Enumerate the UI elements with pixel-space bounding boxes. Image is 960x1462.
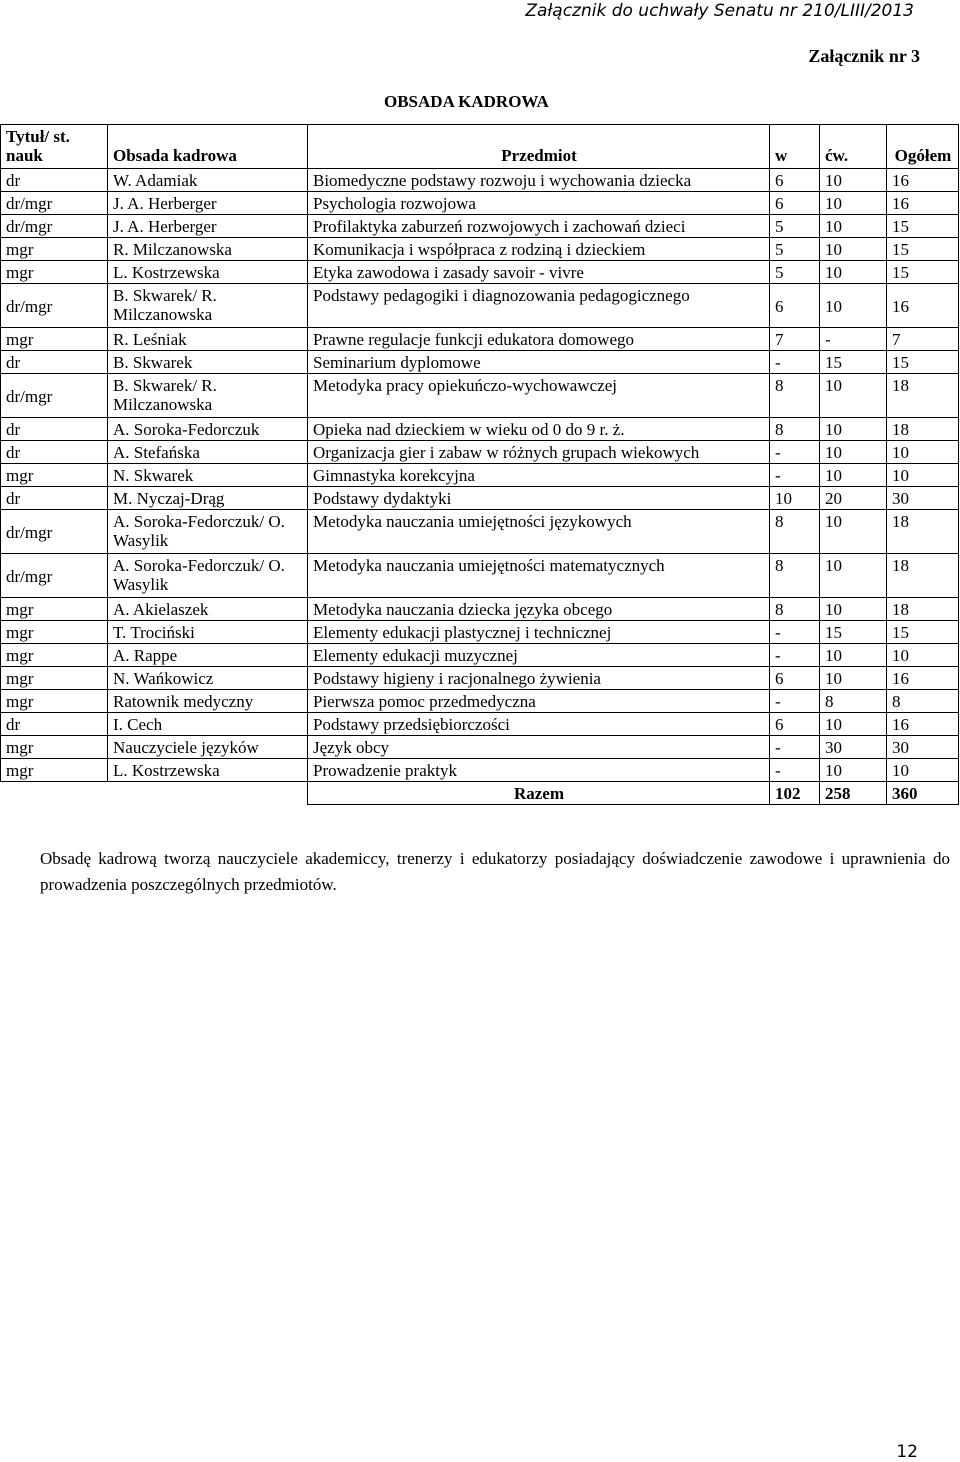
table-row: [1, 169, 959, 192]
cell-w: 6: [770, 192, 820, 215]
cell-obsada: N. Wańkowicz: [108, 667, 308, 690]
cell-tytul: dr/mgr: [1, 510, 108, 554]
cell-tytul: dr: [1, 351, 108, 374]
cell-w: -: [770, 351, 820, 374]
cell-przedmiot: Prawne regulacje funkcji edukatora domowego: [308, 328, 770, 351]
cell-przedmiot: Pierwsza pomoc przedmedyczna: [308, 690, 770, 713]
header-tytul: Tytuł/ st. nauk: [1, 125, 108, 169]
cell-tytul: mgr: [1, 736, 108, 759]
cell-w: 5: [770, 238, 820, 261]
total-blank: [1, 782, 308, 805]
table-row: [1, 621, 959, 644]
cell-cw: 10: [820, 215, 887, 238]
table-row: [1, 261, 959, 284]
cell-tytul: mgr: [1, 759, 108, 782]
cell-cw: 15: [820, 621, 887, 644]
cell-tytul: mgr: [1, 464, 108, 487]
cell-obsada: A. Soroka-Fedorczuk/ O. Wasylik: [108, 510, 308, 554]
cell-przedmiot: Język obcy: [308, 736, 770, 759]
cell-przedmiot: Elementy edukacji plastycznej i technicznej: [308, 621, 770, 644]
cell-przedmiot: Podstawy dydaktyki: [308, 487, 770, 510]
cell-ogolem: 16: [887, 284, 959, 328]
table-row: [1, 759, 959, 782]
table-row: [1, 441, 959, 464]
table-row: [1, 238, 959, 261]
cell-w: 8: [770, 598, 820, 621]
cell-w: -: [770, 644, 820, 667]
cell-obsada: I. Cech: [108, 713, 308, 736]
cell-tytul: dr: [1, 487, 108, 510]
cell-ogolem: 18: [887, 510, 959, 554]
cell-przedmiot: Prowadzenie praktyk: [308, 759, 770, 782]
cell-ogolem: 18: [887, 554, 959, 598]
table-row: [1, 464, 959, 487]
cell-obsada: B. Skwarek/ R. Milczanowska: [108, 374, 308, 418]
cell-w: 6: [770, 284, 820, 328]
cell-cw: 10: [820, 374, 887, 418]
header-cw: ćw.: [820, 125, 887, 169]
cell-ogolem: 18: [887, 598, 959, 621]
staff-note: Obsadę kadrową tworzą nauczyciele akademiccy, trenerzy i edukatorzy posiadający doświadczenie zawodowe i uprawnienia do prowadzenia poszczególnych przedmiotów.: [40, 849, 950, 894]
cell-tytul: mgr: [1, 238, 108, 261]
cell-przedmiot: Elementy edukacji muzycznej: [308, 644, 770, 667]
cell-obsada: L. Kostrzewska: [108, 759, 308, 782]
cell-przedmiot: Metodyka pracy opiekuńczo-wychowawczej: [308, 374, 770, 418]
cell-tytul: dr/mgr: [1, 215, 108, 238]
header-obsada: Obsada kadrowa: [108, 125, 308, 169]
cell-cw: 10: [820, 238, 887, 261]
cell-tytul: mgr: [1, 621, 108, 644]
cell-cw: 10: [820, 759, 887, 782]
cell-w: 6: [770, 169, 820, 192]
cell-cw: 10: [820, 644, 887, 667]
cell-w: -: [770, 690, 820, 713]
cell-obsada: J. A. Herberger: [108, 192, 308, 215]
cell-w: 6: [770, 713, 820, 736]
cell-tytul: dr: [1, 441, 108, 464]
cell-ogolem: 15: [887, 351, 959, 374]
cell-ogolem: 15: [887, 621, 959, 644]
page-number: 12: [896, 1442, 918, 1462]
cell-obsada: J. A. Herberger: [108, 215, 308, 238]
cell-ogolem: 10: [887, 644, 959, 667]
cell-ogolem: 18: [887, 418, 959, 441]
cell-w: 8: [770, 418, 820, 441]
cell-w: 6: [770, 667, 820, 690]
cell-przedmiot: Metodyka nauczania umiejętności językowych: [308, 510, 770, 554]
total-label: Razem: [308, 782, 770, 805]
table-header-row: [1, 125, 959, 169]
cell-obsada: L. Kostrzewska: [108, 261, 308, 284]
cell-przedmiot: Metodyka nauczania umiejętności matematycznych: [308, 554, 770, 598]
cell-tytul: mgr: [1, 328, 108, 351]
cell-w: 10: [770, 487, 820, 510]
cell-w: 5: [770, 215, 820, 238]
cell-w: -: [770, 759, 820, 782]
cell-cw: 10: [820, 169, 887, 192]
cell-tytul: dr/mgr: [1, 374, 108, 418]
cell-obsada: A. Soroka-Fedorczuk: [108, 418, 308, 441]
table-row: [1, 644, 959, 667]
cell-cw: 20: [820, 487, 887, 510]
cell-ogolem: 8: [887, 690, 959, 713]
cell-tytul: dr: [1, 169, 108, 192]
table-row: [1, 192, 959, 215]
cell-przedmiot: Biomedyczne podstawy rozwoju i wychowania dziecka: [308, 169, 770, 192]
cell-cw: 10: [820, 261, 887, 284]
cell-tytul: dr/mgr: [1, 284, 108, 328]
cell-przedmiot: Podstawy przedsiębiorczości: [308, 713, 770, 736]
cell-ogolem: 15: [887, 261, 959, 284]
cell-cw: 10: [820, 713, 887, 736]
cell-tytul: mgr: [1, 644, 108, 667]
cell-cw: 8: [820, 690, 887, 713]
cell-w: 8: [770, 374, 820, 418]
cell-przedmiot: Gimnastyka korekcyjna: [308, 464, 770, 487]
cell-przedmiot: Organizacja gier i zabaw w różnych grupach wiekowych: [308, 441, 770, 464]
cell-w: -: [770, 736, 820, 759]
cell-tytul: mgr: [1, 598, 108, 621]
cell-w: -: [770, 621, 820, 644]
cell-ogolem: 7: [887, 328, 959, 351]
cell-cw: 10: [820, 510, 887, 554]
total-row: [1, 782, 959, 805]
cell-obsada: Ratownik medyczny: [108, 690, 308, 713]
table-row: [1, 284, 959, 328]
cell-tytul: dr/mgr: [1, 554, 108, 598]
cell-obsada: M. Nyczaj-Drąg: [108, 487, 308, 510]
cell-cw: 10: [820, 284, 887, 328]
cell-cw: 10: [820, 192, 887, 215]
cell-tytul: mgr: [1, 667, 108, 690]
cell-ogolem: 16: [887, 713, 959, 736]
annex-label: Załącznik nr 3: [808, 46, 920, 66]
header-przedmiot: Przedmiot: [308, 125, 770, 169]
table-row: [1, 418, 959, 441]
cell-cw: 15: [820, 351, 887, 374]
cell-ogolem: 30: [887, 487, 959, 510]
cell-ogolem: 10: [887, 464, 959, 487]
cell-cw: -: [820, 328, 887, 351]
cell-cw: 30: [820, 736, 887, 759]
table-row: [1, 736, 959, 759]
cell-tytul: dr/mgr: [1, 192, 108, 215]
cell-obsada: Nauczyciele języków: [108, 736, 308, 759]
header-ogolem: Ogółem: [887, 125, 959, 169]
cell-ogolem: 16: [887, 667, 959, 690]
cell-obsada: T. Trociński: [108, 621, 308, 644]
table-row: [1, 374, 959, 418]
cell-ogolem: 15: [887, 215, 959, 238]
cell-przedmiot: Psychologia rozwojowa: [308, 192, 770, 215]
table-row: [1, 351, 959, 374]
cell-obsada: A. Rappe: [108, 644, 308, 667]
table-row: [1, 215, 959, 238]
table-row: [1, 487, 959, 510]
cell-przedmiot: Etyka zawodowa i zasady savoir - vivre: [308, 261, 770, 284]
cell-ogolem: 10: [887, 759, 959, 782]
cell-obsada: R. Milczanowska: [108, 238, 308, 261]
cell-obsada: W. Adamiak: [108, 169, 308, 192]
cell-przedmiot: Seminarium dyplomowe: [308, 351, 770, 374]
cell-w: -: [770, 441, 820, 464]
attachment-header: Załącznik do uchwały Senatu nr 210/LIII/2013: [525, 1, 914, 21]
staff-table: [0, 124, 959, 805]
cell-cw: 10: [820, 418, 887, 441]
cell-przedmiot: Podstawy higieny i racjonalnego żywienia: [308, 667, 770, 690]
cell-cw: 10: [820, 464, 887, 487]
cell-tytul: dr: [1, 713, 108, 736]
cell-tytul: mgr: [1, 261, 108, 284]
total-ogolem: 360: [887, 782, 959, 805]
cell-obsada: A. Soroka-Fedorczuk/ O. Wasylik: [108, 554, 308, 598]
total-cw: 258: [820, 782, 887, 805]
cell-obsada: A. Akielaszek: [108, 598, 308, 621]
document-title: OBSADA KADROWA: [384, 92, 549, 111]
cell-cw: 10: [820, 554, 887, 598]
table-row: [1, 690, 959, 713]
cell-obsada: B. Skwarek/ R. Milczanowska: [108, 284, 308, 328]
cell-tytul: mgr: [1, 690, 108, 713]
total-w: 102: [770, 782, 820, 805]
cell-w: 5: [770, 261, 820, 284]
cell-w: 8: [770, 554, 820, 598]
cell-przedmiot: Komunikacja i współpraca z rodziną i dzieckiem: [308, 238, 770, 261]
cell-obsada: B. Skwarek: [108, 351, 308, 374]
cell-ogolem: 16: [887, 192, 959, 215]
table-row: [1, 328, 959, 351]
cell-ogolem: 10: [887, 441, 959, 464]
cell-ogolem: 30: [887, 736, 959, 759]
cell-obsada: A. Stefańska: [108, 441, 308, 464]
cell-przedmiot: Profilaktyka zaburzeń rozwojowych i zachowań dzieci: [308, 215, 770, 238]
header-w: w: [770, 125, 820, 169]
table-row: [1, 713, 959, 736]
cell-przedmiot: Metodyka nauczania dziecka języka obcego: [308, 598, 770, 621]
cell-przedmiot: Podstawy pedagogiki i diagnozowania pedagogicznego: [308, 284, 770, 328]
cell-obsada: R. Leśniak: [108, 328, 308, 351]
table-row: [1, 667, 959, 690]
cell-tytul: dr: [1, 418, 108, 441]
cell-ogolem: 18: [887, 374, 959, 418]
cell-w: 7: [770, 328, 820, 351]
cell-ogolem: 16: [887, 169, 959, 192]
cell-przedmiot: Opieka nad dzieckiem w wieku od 0 do 9 r. ż.: [308, 418, 770, 441]
table-row: [1, 510, 959, 554]
cell-cw: 10: [820, 598, 887, 621]
cell-cw: 10: [820, 441, 887, 464]
cell-w: -: [770, 464, 820, 487]
cell-obsada: N. Skwarek: [108, 464, 308, 487]
cell-w: 8: [770, 510, 820, 554]
cell-ogolem: 15: [887, 238, 959, 261]
table-row: [1, 554, 959, 598]
cell-cw: 10: [820, 667, 887, 690]
table-row: [1, 598, 959, 621]
